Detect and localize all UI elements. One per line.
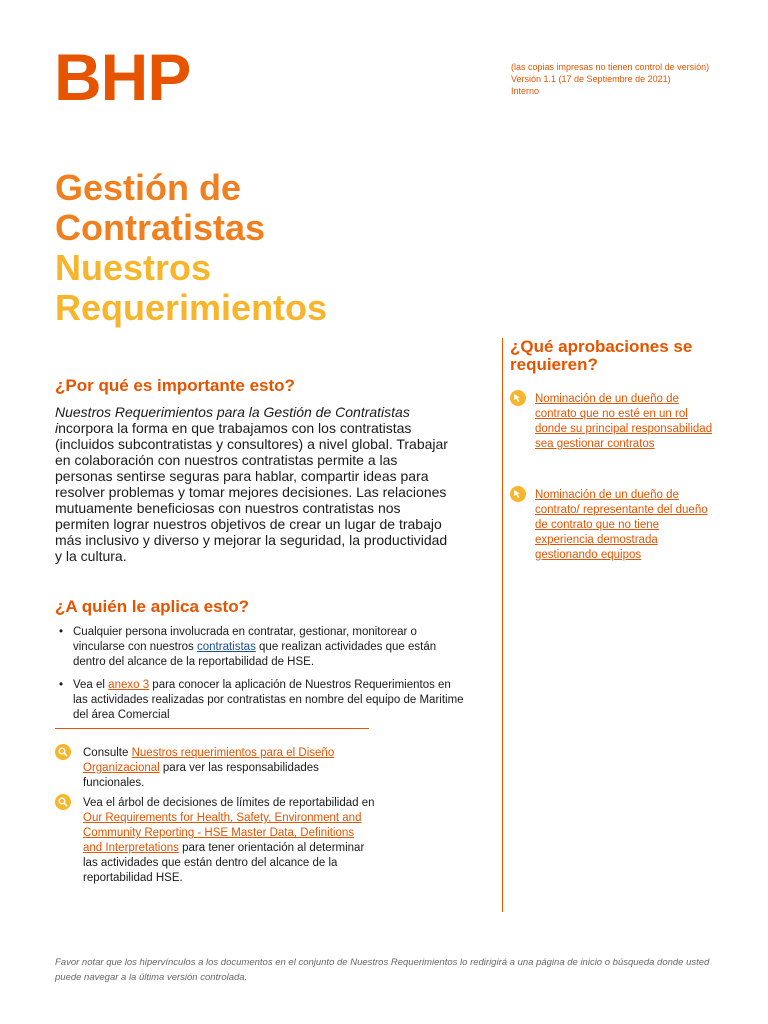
title-line-4: Requerimientos (55, 287, 328, 328)
callout-hse-reporting (55, 796, 375, 886)
footer-note: Favor notar que los hipervínculos a los documentos en el conjunto de Nuestros Requerimientos lo redirigirá a una página de inicio o búsqueda donde usted puede navegar a la última versión controlada. (55, 957, 710, 983)
callout-text (83, 746, 375, 791)
contratistas-link[interactable]: contratistas (197, 641, 256, 653)
list-item (55, 625, 465, 670)
approval-item (510, 392, 720, 452)
org-design-link[interactable]: Nuestros requerimientos para el Diseño Organizacional (83, 747, 335, 774)
callout-text-part: Vea el árbol de decisiones de límites de reportabilidad en (83, 797, 375, 809)
callout-text-part: para tener orientación al determinar las actividades que están dentro del alcance de la reportabilidad HSE. (83, 842, 365, 884)
approvals-heading: ¿Qué aprobaciones se requieren? (510, 337, 693, 374)
bullet-text: que realizan actividades que están dentro del alcance de la reportabilidad de HSE. (73, 641, 437, 668)
callout-text-part: para ver las responsabilidades funcionales. (83, 762, 319, 789)
callout-text-part: Consulte (83, 747, 132, 759)
arrow-cursor-icon (510, 390, 526, 406)
callout-org-design (55, 746, 375, 791)
bullet-text: Cualquier persona involucrada en contratar, gestionar, monitorear o vincularse con nuestros (73, 626, 417, 653)
hse-reporting-link[interactable]: Our Requirements for Health, Safety, Environment and Community Reporting - HSE Master Data, Definitions and Interpretations (83, 812, 362, 854)
title-line-3: Nuestros (55, 247, 212, 288)
column-divider (502, 338, 503, 912)
anexo-3-link[interactable]: anexo 3 (108, 679, 150, 691)
why-italic-prefix: i (55, 420, 59, 436)
magnifier-icon (55, 744, 71, 760)
callout-text (83, 796, 375, 886)
classification-label: Interno (511, 86, 540, 96)
document-meta (511, 61, 709, 97)
list-item (55, 678, 465, 723)
approval-link-1[interactable]: Nominación de un dueño de contrato que no esté en un rol donde su principal responsabilidad sea gestionar contratos (535, 393, 713, 450)
bullet-icon: • (59, 679, 64, 691)
who-list (55, 625, 465, 731)
approval-link-2[interactable]: Nominación de un dueño de contrato/ representante del dueño de contrato que no tiene experiencia demostrada gestionando equipos (535, 489, 708, 561)
arrow-cursor-icon (510, 486, 526, 502)
bullet-text: Vea el (73, 679, 109, 691)
why-body: ncorpora la forma en que trabajamos con los contratistas (incluidos subcontratistas y consultores) a nivel global. Trabajar en colaboración con nuestros contratistas permite a las personas sentirse seguras para hablar, compartir ideas para resolver problemas y tomar mejores decisiones. Las relaciones mutuamente beneficiosas con nuestros contratistas nos permiten lograr nuestros objetivos de crear un lugar de trabajo más inclusivo y diverso y mejorar la seguridad, la productividad y la cultura. (55, 420, 448, 564)
magnifier-icon (55, 794, 71, 810)
why-italic-title: Nuestros Requerimientos para la Gestión de Contratistas (55, 404, 410, 420)
title-line-1: Gestión de (55, 167, 242, 208)
why-heading: ¿Por qué es importante esto? (55, 376, 295, 395)
why-paragraph (55, 404, 455, 564)
bullet-text: para conocer la aplicación de Nuestros Requerimientos en las actividades realizadas por contratistas en nombre del equipo de Maritime del área Comercial (73, 679, 464, 721)
page-title (55, 168, 327, 328)
bhp-logo: BHP (54, 40, 191, 114)
approval-item (510, 488, 720, 563)
section-divider (55, 728, 369, 729)
who-heading: ¿A quién le aplica esto? (55, 597, 249, 616)
bullet-icon: • (59, 626, 64, 638)
print-note: (las copias impresas no tienen control de versión) (511, 62, 710, 72)
title-line-2: Contratistas (55, 207, 266, 248)
version-label: Versión 1.1 (17 de Septiembre de 2021) (511, 74, 671, 84)
